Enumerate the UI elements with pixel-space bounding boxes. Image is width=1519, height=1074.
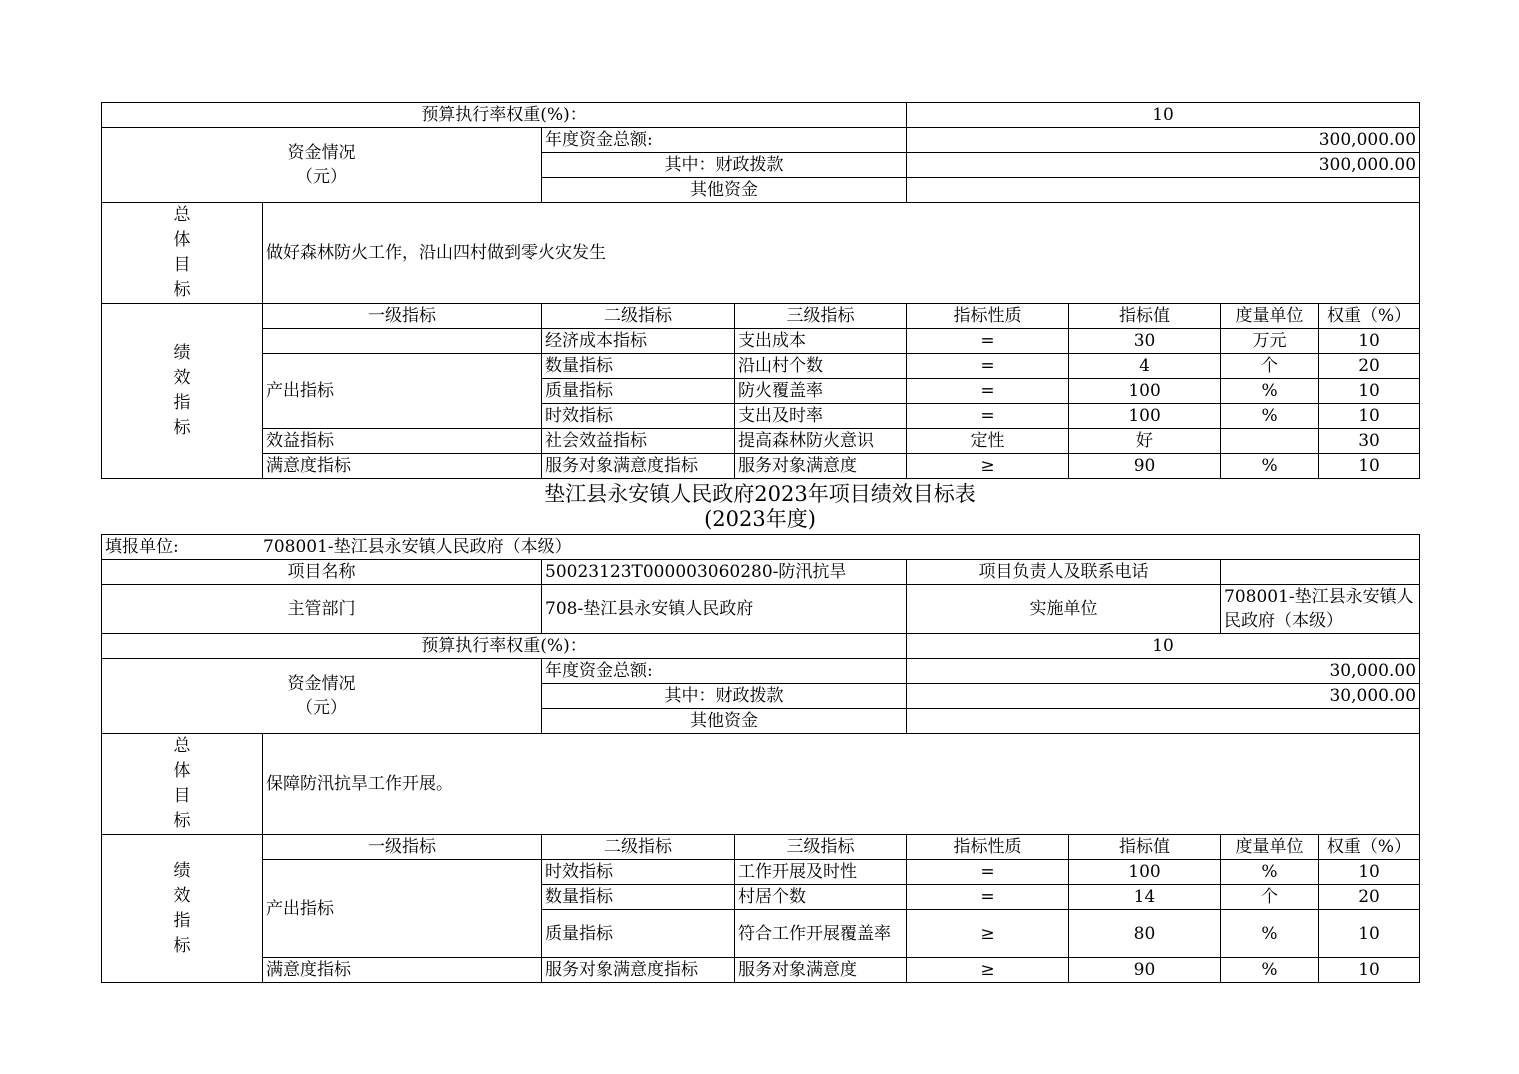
other-funds-value — [907, 709, 1420, 734]
funds-label-text: 资金情况（元） — [287, 674, 356, 718]
table-row: 质量指标 防火覆盖率 = 100 % 10 — [102, 379, 1420, 404]
dept-value: 708-垫江县永安镇人民政府 — [542, 585, 907, 634]
header-value: 指标值 — [1069, 304, 1221, 329]
fiscal-value: 30,000.00 — [907, 684, 1420, 709]
overall-goal-text: 保障防汛抗旱工作开展。 — [263, 734, 1420, 835]
header-nature: 指标性质 — [907, 835, 1069, 860]
contact-value — [1221, 560, 1420, 585]
contact-label: 项目负责人及联系电话 — [907, 560, 1221, 585]
doc2-title: 垫江县永安镇人民政府2023年项目绩效目标表 — [544, 482, 976, 506]
table-row: 产出指标 数量指标 沿山村个数 = 4 个 20 — [102, 354, 1420, 379]
table-row: 数量指标 村居个数 = 14 个 20 — [102, 885, 1420, 910]
performance-indicator-label: 绩 效 指 标 — [102, 835, 263, 983]
annual-total-value: 30,000.00 — [907, 659, 1420, 684]
table-row: 效益指标 社会效益指标 提高森林防火意识 定性 好 30 — [102, 429, 1420, 454]
level1-output: 产出指标 — [263, 354, 542, 429]
performance-indicator-label: 绩 效 指 标 — [102, 304, 263, 479]
project-name-value: 50023123T000003060280-防汛抗旱 — [542, 560, 907, 585]
table-row: 经济成本指标 支出成本 = 30 万元 10 — [102, 329, 1420, 354]
project-name-label: 项目名称 — [102, 560, 542, 585]
fiscal-value: 300,000.00 — [907, 153, 1420, 178]
annual-total-value: 300,000.00 — [907, 128, 1420, 153]
performance-table-1 — [101, 102, 1420, 479]
budget-weight-label: 预算执行率权重(%)： — [102, 634, 907, 659]
budget-weight-value: 10 — [907, 103, 1420, 128]
header-unit: 度量单位 — [1221, 304, 1319, 329]
annual-total-label: 年度资金总额: — [542, 659, 907, 684]
other-funds-value — [907, 178, 1420, 203]
header-nature: 指标性质 — [907, 304, 1069, 329]
other-funds-label: 其他资金 — [542, 709, 907, 734]
table-row: 时效指标 支出及时率 = 100 % 10 — [102, 404, 1420, 429]
table-row: 产出指标 时效指标 工作开展及时性 = 100 % 10 — [102, 860, 1420, 885]
reporting-unit-value: 708001-垫江县永安镇人民政府（本级） — [263, 537, 572, 557]
document-page — [101, 102, 1419, 983]
other-funds-label: 其他资金 — [542, 178, 907, 203]
overall-goal-text: 做好森林防火工作，沿山四村做到零火灾发生 — [263, 203, 1420, 304]
dept-label: 主管部门 — [102, 585, 542, 634]
budget-weight-label: 预算执行率权重(%)： — [102, 103, 907, 128]
header-unit: 度量单位 — [1221, 835, 1319, 860]
overall-goal-label: 总 体 目 标 — [102, 734, 263, 835]
header-level2: 二级指标 — [542, 835, 735, 860]
reporting-unit-row — [102, 535, 1420, 560]
header-level1: 一级指标 — [263, 835, 542, 860]
level1-output: 产出指标 — [263, 860, 542, 958]
funds-label — [102, 659, 542, 734]
impl-value: 708001-垫江县永安镇人民政府（本级） — [1221, 585, 1420, 634]
table-row: 满意度指标 服务对象满意度指标 服务对象满意度 ≥ 90 % 10 — [102, 958, 1420, 983]
budget-weight-value: 10 — [907, 634, 1420, 659]
impl-label: 实施单位 — [907, 585, 1221, 634]
table-row: 质量指标 符合工作开展覆盖率 ≥ 80 % 10 — [102, 910, 1420, 958]
performance-table-2 — [101, 534, 1420, 983]
header-weight: 权重（%） — [1319, 304, 1420, 329]
table-row: 满意度指标 服务对象满意度指标 服务对象满意度 ≥ 90 % 10 — [102, 454, 1420, 479]
header-level3: 三级指标 — [735, 304, 907, 329]
header-weight: 权重（%） — [1319, 835, 1420, 860]
fiscal-label: 其中：财政拨款 — [542, 153, 907, 178]
fiscal-label: 其中：财政拨款 — [542, 684, 907, 709]
header-value: 指标值 — [1069, 835, 1221, 860]
reporting-unit-label: 填报单位: — [105, 537, 179, 557]
doc2-title-block — [101, 482, 1419, 532]
header-level1: 一级指标 — [263, 304, 542, 329]
doc2-subtitle: (2023年度) — [704, 507, 816, 531]
overall-goal-label: 总 体 目 标 — [102, 203, 263, 304]
annual-total-label: 年度资金总额: — [542, 128, 907, 153]
header-level2: 二级指标 — [542, 304, 735, 329]
header-level3: 三级指标 — [735, 835, 907, 860]
funds-label — [102, 128, 542, 203]
funds-label-text: 资金情况（元） — [287, 143, 356, 187]
